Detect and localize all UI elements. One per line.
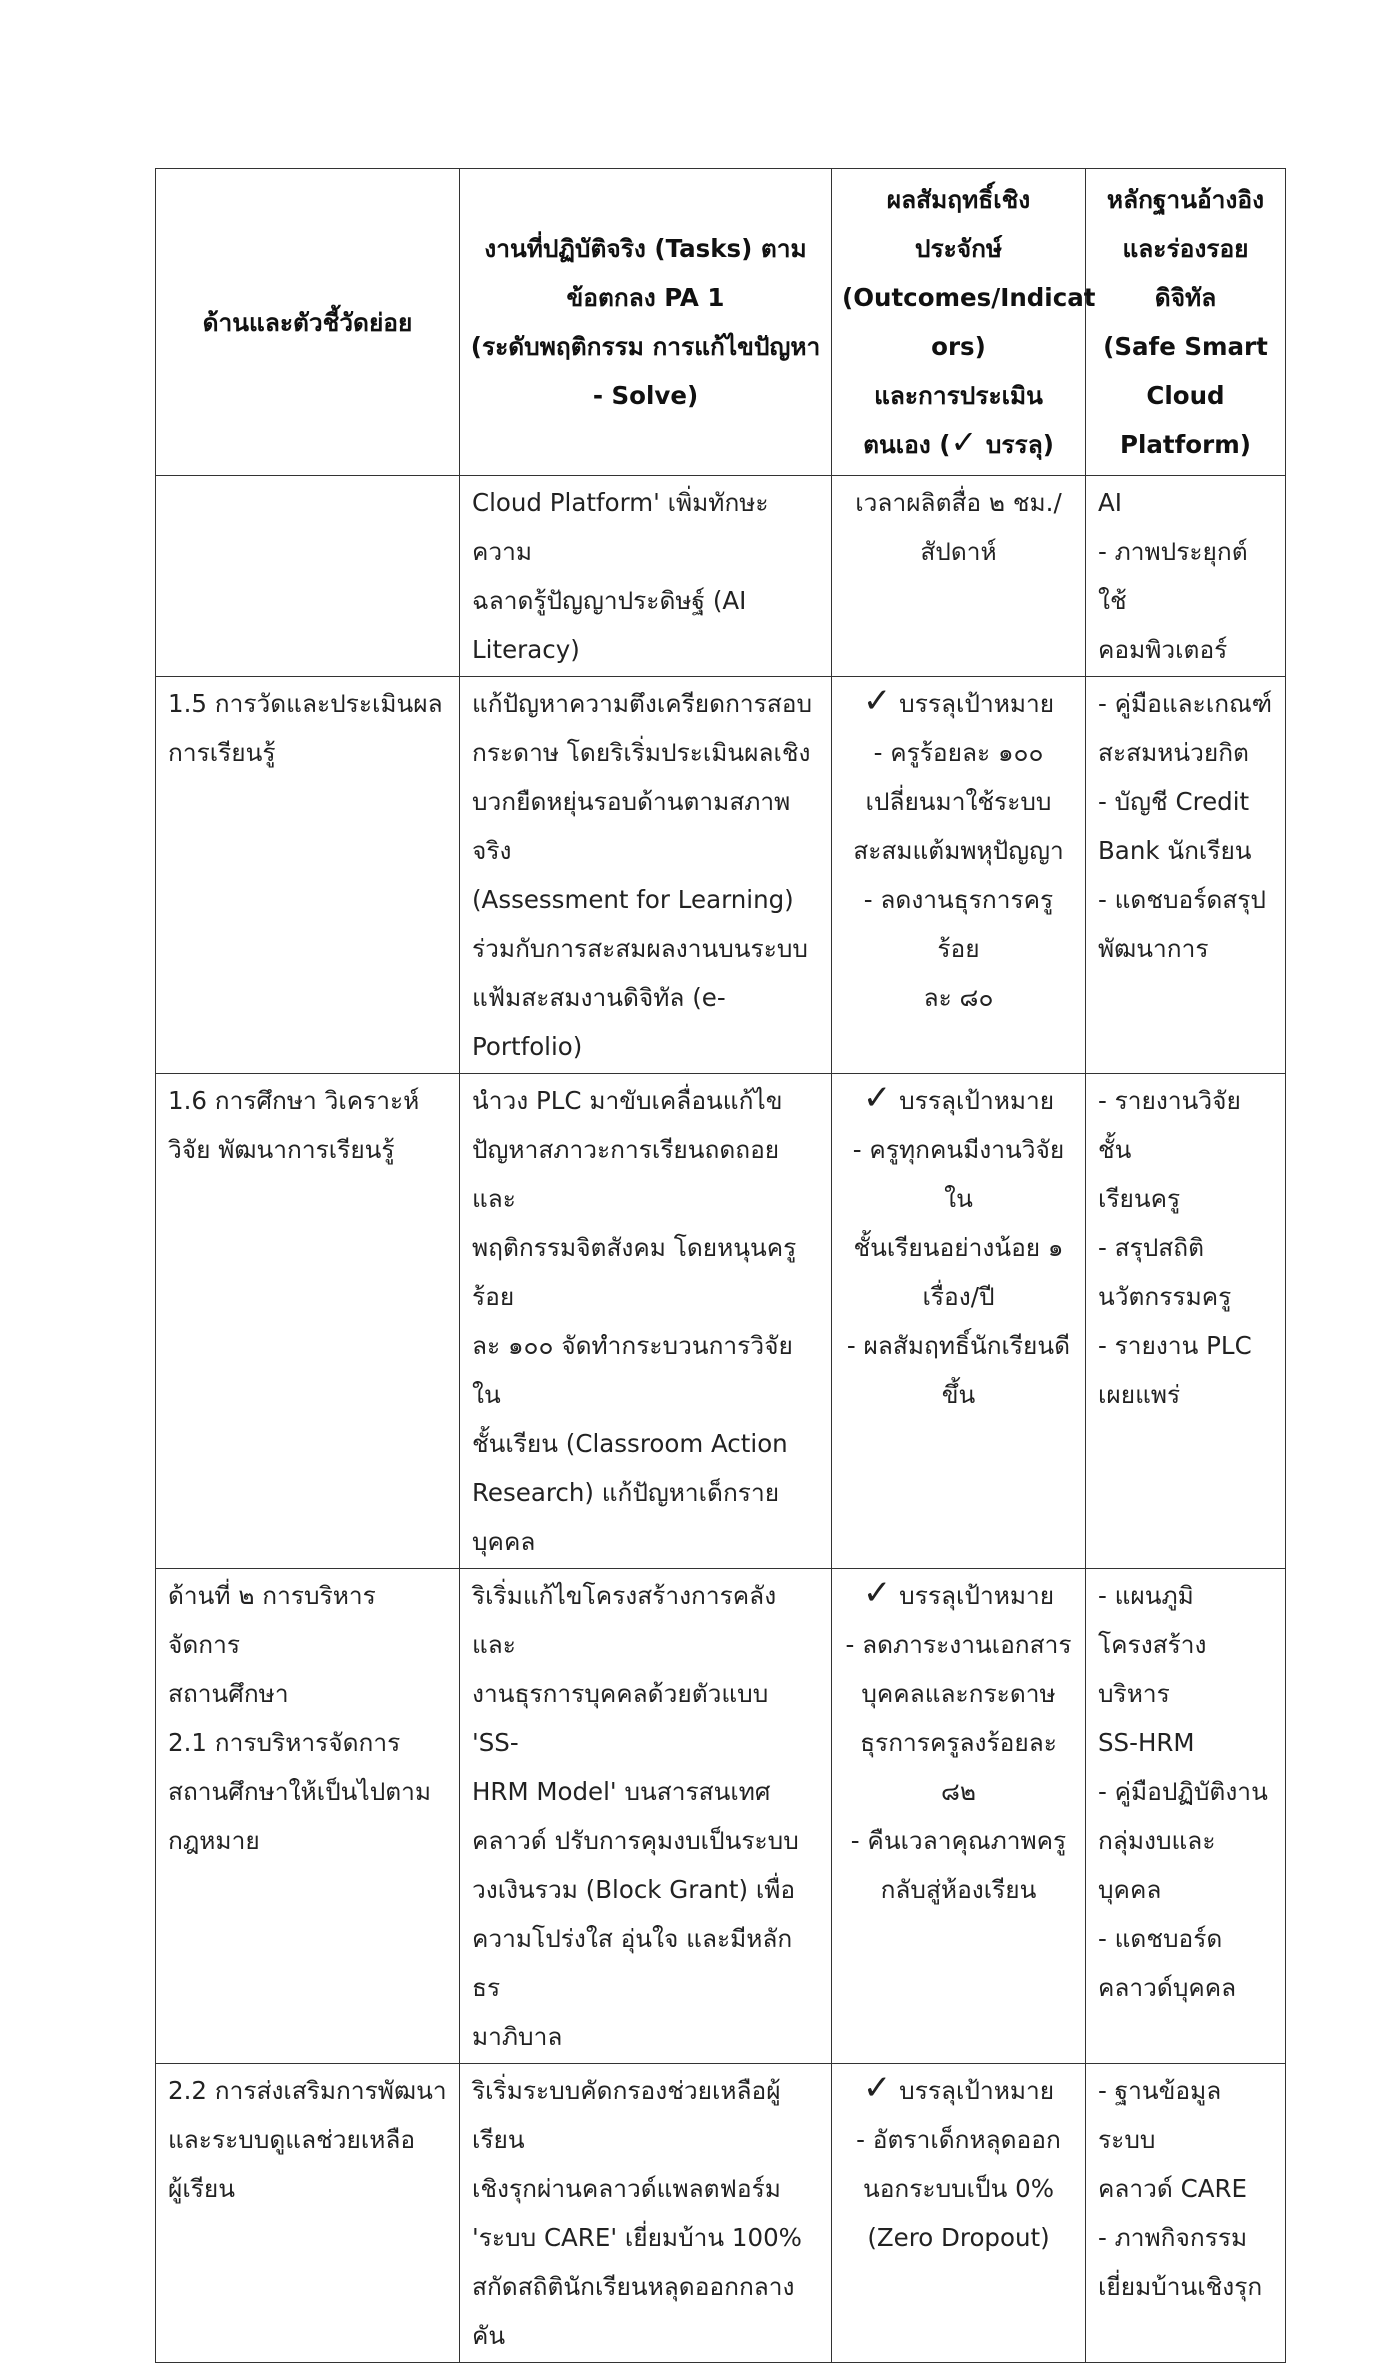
outcome-status-label: บรรลุเป้าหมาย <box>891 2076 1055 2105</box>
outcome-status <box>844 2066 1073 2115</box>
cell-evidence: - แผนภูมิ โครงสร้างบริหาร SS-HRM - คู่มือปฏิบัติงาน กลุ่มงบและบุคคล - แดชบอร์ด คลาวด์บุคคล <box>1086 1569 1286 2064</box>
cell-evidence: - คู่มือและเกณฑ์ สะสมหน่วยกิต - บัญชี Credit Bank นักเรียน - แดชบอร์ดสรุป พัฒนาการ <box>1086 677 1286 1074</box>
cell-area: ด้านที่ ๒ การบริหารจัดการ สถานศึกษา 2.1 การบริหารจัดการ สถานศึกษาให้เป็นไปตาม กฎหมาย <box>156 1569 460 2064</box>
checkmark-icon: ✓ <box>862 1573 892 1613</box>
outcomes-text: เวลาผลิตสื่อ ๒ ชม./ สัปดาห์ <box>855 488 1062 566</box>
table-row <box>156 476 1286 677</box>
cell-evidence: - ฐานข้อมูลระบบ คลาวด์ CARE - ภาพกิจกรรม เยี่ยมบ้านเชิงรุก <box>1086 2064 1286 2363</box>
table-row <box>156 2064 1286 2363</box>
checkmark-icon: ✓ <box>862 1078 892 1118</box>
table-header-row <box>156 169 1286 476</box>
cell-tasks: ริเริ่มแก้ไขโครงสร้างการคลังและ งานธุรการบุคคลด้วยตัวแบบ 'SS- HRM Model' บนสารสนเทศ คลาวด์ ปรับการคุมงบเป็นระบบ วงเงินรวม (Block Grant) เพื่อ ความโปร่งใส อุ่นใจ และมีหลักธร มาภิบาล <box>460 1569 832 2064</box>
checkmark-icon: ✓ <box>862 2068 892 2108</box>
cell-area: 1.5 การวัดและประเมินผล การเรียนรู้ <box>156 677 460 1074</box>
cell-outcomes <box>832 1569 1086 2064</box>
table-row <box>156 1569 1286 2064</box>
cell-area: 1.6 การศึกษา วิเคราะห์ วิจัย พัฒนาการเรียนรู้ <box>156 1074 460 1569</box>
cell-outcomes <box>832 2064 1086 2363</box>
header-outcomes-tail: บรรลุ) <box>977 430 1054 459</box>
outcomes-text: - ครูร้อยละ ๑๐๐ เปลี่ยนมาใช้ระบบ สะสมแต้มพหุปัญญา - ลดงานธุรการครูร้อย ละ ๘๐ <box>853 738 1064 1012</box>
cell-evidence: - รายงานวิจัยชั้น เรียนครู - สรุปสถิติ นวัตกรรมครู - รายงาน PLC เผยแพร่ <box>1086 1074 1286 1569</box>
cell-tasks: นำวง PLC มาขับเคลื่อนแก้ไข ปัญหาสภาวะการเรียนถดถอยและ พฤติกรรมจิตสังคม โดยหนุนครูร้อย ละ ๑๐๐ จัดทำกระบวนการวิจัยใน ชั้นเรียน (Classroom Action Research) แก้ปัญหาเด็กรายบุคคล <box>460 1074 832 1569</box>
header-evidence: หลักฐานอ้างอิง และร่องรอย ดิจิทัล (Safe Smart Cloud Platform) <box>1086 169 1286 476</box>
header-outcomes <box>832 169 1096 476</box>
outcomes-text: - ลดภาระงานเอกสาร บุคคลและกระดาษ ธุรการครูลงร้อยละ ๘๒ - คืนเวลาคุณภาพครู กลับสู่ห้องเรียน <box>845 1630 1072 1904</box>
outcome-status <box>844 1571 1073 1620</box>
outcome-status <box>844 1076 1073 1125</box>
outcome-status <box>844 679 1073 728</box>
pa-table <box>155 168 1286 2363</box>
table-row <box>156 677 1286 1074</box>
checkmark-icon: ✓ <box>950 423 978 461</box>
cell-outcomes <box>832 677 1086 1074</box>
cell-area: 2.2 การส่งเสริมการพัฒนา และระบบดูแลช่วยเหลือ ผู้เรียน <box>156 2064 460 2363</box>
table-row <box>156 1074 1286 1569</box>
cell-tasks: แก้ปัญหาความตึงเครียดการสอบ กระดาษ โดยริเริ่มประเมินผลเชิง บวกยืดหยุ่นรอบด้านตามสภาพจริง (Assessment for Learning) ร่วมกับการสะสมผลงานบนระบบ แฟ้มสะสมงานดิจิทัล (e-Portfolio) <box>460 677 832 1074</box>
outcomes-text: - อัตราเด็กหลุดออก นอกระบบเป็น 0% (Zero Dropout) <box>856 2125 1061 2252</box>
outcomes-text: - ครูทุกคนมีงานวิจัยใน ชั้นเรียนอย่างน้อย ๑ เรื่อง/ปี - ผลสัมฤทธิ์นักเรียนดี ขึ้น <box>846 1135 1071 1409</box>
checkmark-icon: ✓ <box>862 681 892 721</box>
cell-outcomes <box>832 1074 1086 1569</box>
outcome-status-label: บรรลุเป้าหมาย <box>891 1086 1055 1115</box>
cell-area <box>156 476 460 677</box>
header-area: ด้านและตัวชี้วัดย่อย <box>156 169 460 476</box>
outcome-status-label: บรรลุเป้าหมาย <box>891 689 1055 718</box>
header-tasks: งานที่ปฏิบัติจริง (Tasks) ตาม ข้อตกลง PA 1 (ระดับพฤติกรรม การแก้ไขปัญหา - Solve) <box>460 169 832 476</box>
cell-evidence: AI - ภาพประยุกต์ใช้ คอมพิวเตอร์ <box>1086 476 1286 677</box>
cell-tasks: ริเริ่มระบบคัดกรองช่วยเหลือผู้เรียน เชิงรุกผ่านคลาวด์แพลตฟอร์ม 'ระบบ CARE' เยี่ยมบ้าน 100% สกัดสถิตินักเรียนหลุดออกกลางคัน <box>460 2064 832 2363</box>
cell-outcomes <box>832 476 1086 677</box>
header-outcomes-text: ผลสัมฤทธิ์เชิง ประจักษ์ (Outcomes/Indicat ors) และการประเมิน ตนเอง ( <box>842 185 1096 459</box>
outcome-status-label: บรรลุเป้าหมาย <box>891 1581 1055 1610</box>
cell-tasks: Cloud Platform' เพิ่มทักษะความ ฉลาดรู้ปัญญาประดิษฐ์ (AI Literacy) <box>460 476 832 677</box>
